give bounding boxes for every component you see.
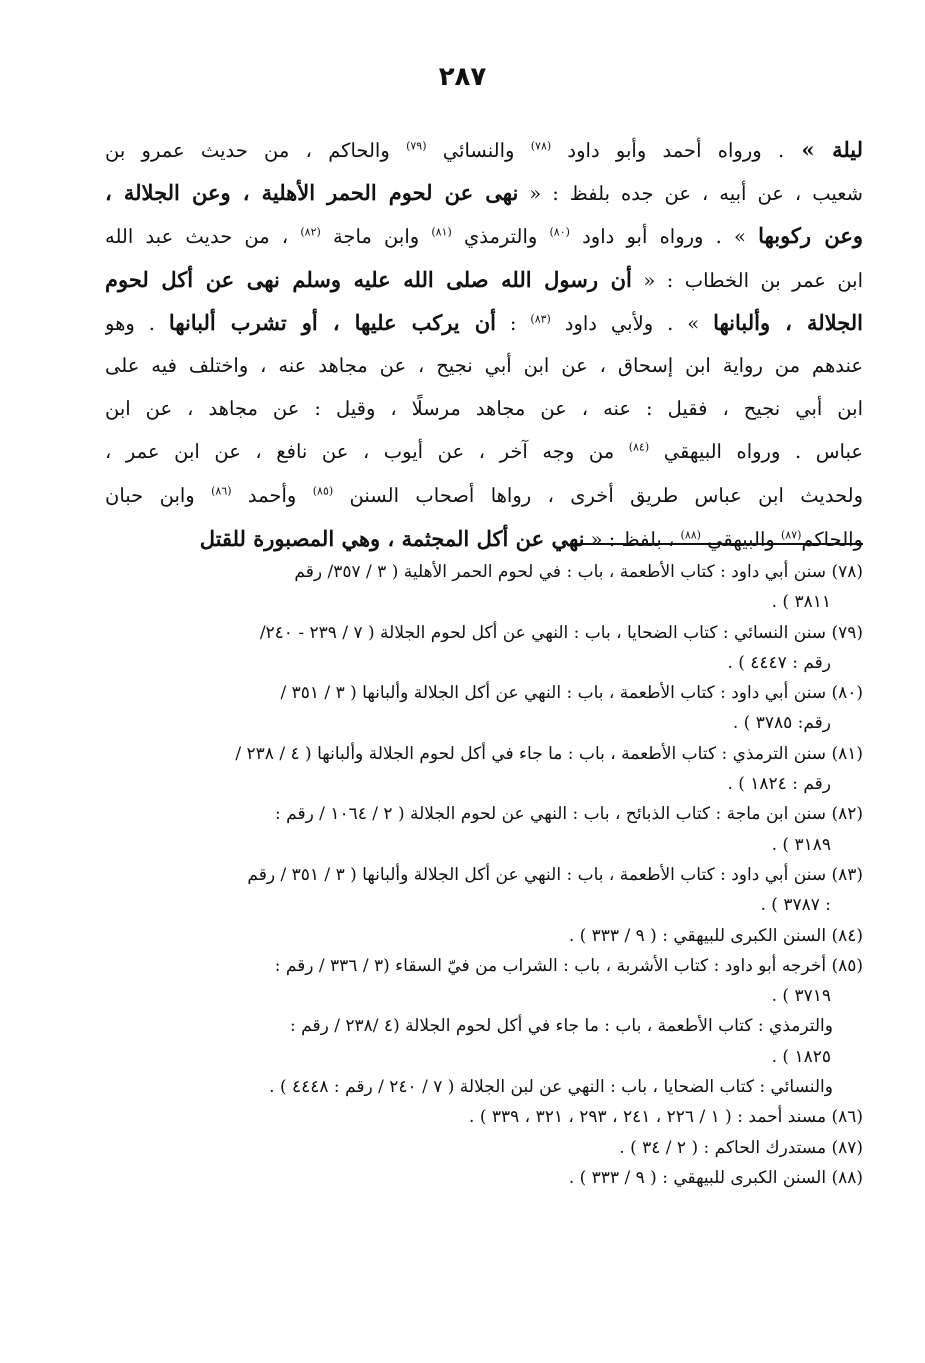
text-line — [105, 128, 863, 171]
text-line — [105, 474, 863, 517]
footnote-line: (٨٠) سنن أبي داود : كتاب الأطعمة ، باب : النهي عن أكل الجلالة وألبانها ( ٣ / ٣٥١ / — [280, 683, 863, 704]
footnote-line: ٣١٨٩ ) . — [771, 834, 831, 855]
footnote-ref: (٨٢) — [300, 225, 321, 239]
footnote-line: ٣٧١٩ ) . — [771, 986, 831, 1007]
footnote-ref: (٧٨) — [530, 139, 552, 153]
footnote-line: والترمذي : كتاب الأطعمة ، باب : ما جاء في أكل لحوم الجلالة (٤ /٢٣٨ / رقم : — [290, 1016, 833, 1037]
footnote-line: (٨٤) السنن الكبرى للبيهقي : ( ٩ / ٣٣٣ ) . — [568, 925, 863, 946]
footnote-ref: (٨٣) — [530, 312, 551, 326]
footnote-ref: (٨٠) — [549, 225, 570, 239]
text-run: عندهم من رواية ابن إسحاق ، عن ابن أبي نجيح ، عن مجاهد عنه ، واختلف فيه على — [105, 353, 863, 377]
bold-quote: نهى عن لحوم الحمر الأهلية ، وعن الجلالة ، — [105, 180, 519, 206]
text-run: ابن عمر بن الخطاب : « — [631, 268, 863, 292]
footnote-line: (٨٥) أخرجه أبو داود : كتاب الأشربة ، باب : الشراب من فيّ السقاء (٣ / ٣٣٦ / رقم : — [274, 955, 863, 976]
text-run: والحاكم — [801, 527, 863, 551]
footnote-line: (٨٦) مسند أحمد : ( ١ / ٢٢٦ ، ٢٤١ ، ٢٩٣ ، ٣٢١ ، ٣٣٩ ) . — [469, 1107, 863, 1128]
text-run: عباس . ورواه البيهقي — [649, 440, 863, 464]
text-line — [105, 171, 863, 214]
text-run: ولحديث ابن عباس طريق أخرى ، رواها أصحاب السنن — [333, 483, 863, 507]
bold-quote: أن رسول الله صلى الله عليه وسلم نهى عن أكل لحوم — [105, 266, 632, 292]
text-run: ابن أبي نجيح ، فقيل : عنه ، عن مجاهد مرسلًا ، وقيل : عن مجاهد ، عن ابن — [105, 397, 863, 421]
bold-quote: نهي عن أكل المجثمة ، وهي المصبورة للقتل — [199, 525, 585, 551]
text-run: والحاكم ، من حديث عمرو بن — [105, 139, 407, 162]
bold-quote: وعن ركوبها — [758, 223, 863, 249]
footnote-line: رقم: ٣٧٨٥ ) . — [732, 713, 831, 734]
footnote-line: (٨٨) السنن الكبرى للبيهقي : ( ٩ / ٣٣٣ ) . — [568, 1167, 863, 1188]
text-run: والترمذي — [451, 225, 550, 249]
footnote-ref: (٨٥) — [312, 484, 334, 497]
text-line — [105, 430, 863, 473]
text-run: . ورواه أحمد وأبو داود — [551, 139, 785, 162]
text-run: والبيهقي — [700, 527, 781, 551]
text-run: » . ولأبي داود — [550, 311, 714, 335]
bold-quote: ليلة » — [784, 137, 863, 162]
footnote-ref: (٧٩) — [406, 139, 427, 153]
text-line — [105, 517, 863, 560]
text-line — [105, 344, 863, 387]
text-run: من وجه آخر ، عن أيوب ، عن نافع ، عن ابن عمر ، — [105, 440, 629, 464]
text-run: ، من حديث عبد الله — [105, 225, 301, 249]
footnote-ref: (٨١) — [431, 225, 452, 239]
footnote-ref: (٨٨) — [680, 528, 701, 542]
footnote-ref: (٨٤) — [628, 440, 650, 454]
bold-quote: أن يركب عليها ، أو تشرب ألبانها — [168, 309, 496, 335]
footnote-ref: (٨٦) — [211, 484, 232, 497]
text-run: » . ورواه أبو داود — [569, 225, 759, 249]
footnote-line: (٧٩) سنن النسائي : كتاب الضحايا ، باب : النهي عن أكل لحوم الجلالة ( ٧ / ٢٣٩ - ٢٤٠/ — [259, 622, 863, 643]
footnote-line: (٨١) سنن الترمذي : كتاب الأطعمة ، باب : ما جاء في أكل لحوم الجلالة وألبانها ( ٤ / ٢٣٨ / — [235, 743, 863, 764]
footnote-separator — [570, 543, 863, 545]
page-number: ٢٨٧ — [438, 62, 487, 92]
text-run: وابن حبان — [105, 483, 212, 507]
text-run: والنسائي — [426, 139, 531, 162]
footnote-line: والنسائي : كتاب الضحايا ، باب : النهي عن لبن الجلالة ( ٧ / ٢٤٠ / رقم : ٤٤٤٨ ) . — [269, 1077, 833, 1098]
footnote-line: ١٨٢٥ ) . — [771, 1046, 831, 1067]
text-line — [105, 301, 863, 344]
text-run: وأحمد — [231, 483, 313, 507]
text-run: . وهو — [105, 311, 169, 335]
text-run: : — [495, 311, 531, 335]
footnote-line: (٧٨) سنن أبي داود : كتاب الأطعمة ، باب : في لحوم الحمر الأهلية ( ٣ / ٣٥٧/ رقم — [294, 562, 863, 582]
main-text — [105, 128, 863, 560]
footnote-line: رقم : ٤٤٤٧ ) . — [727, 652, 831, 673]
bold-quote: الجلالة ، وألبانها — [713, 309, 863, 335]
footnote-line: (٨٣) سنن أبي داود : كتاب الأطعمة ، باب : النهي عن أكل الجلالة وألبانها ( ٣ / ٣٥١ / رقم — [247, 864, 863, 885]
footnotes — [105, 557, 863, 1193]
footnote-line: : ٣٧٨٧ ) . — [760, 895, 831, 916]
text-run: وابن ماجة — [320, 225, 432, 249]
text-line — [105, 258, 863, 301]
text-line — [105, 214, 863, 257]
footnote-ref: (٨٧) — [781, 528, 802, 542]
footnote-line: (٨٢) سنن ابن ماجة : كتاب الذبائح ، باب : النهي عن لحوم الجلالة ( ٢ / ١٠٦٤ / رقم : — [275, 804, 863, 825]
footnote-line: (٨٧) مستدرك الحاكم : ( ٢ / ٣٤ ) . — [619, 1137, 863, 1158]
text-line — [105, 387, 863, 430]
text-run: شعيب ، عن أبيه ، عن جده بلفظ : « — [518, 182, 863, 206]
footnote-line: ٣٨١١ ) . — [771, 592, 831, 613]
text-run: ، بلفظ : « — [584, 527, 681, 551]
footnote-line: رقم : ١٨٢٤ ) . — [727, 774, 831, 795]
